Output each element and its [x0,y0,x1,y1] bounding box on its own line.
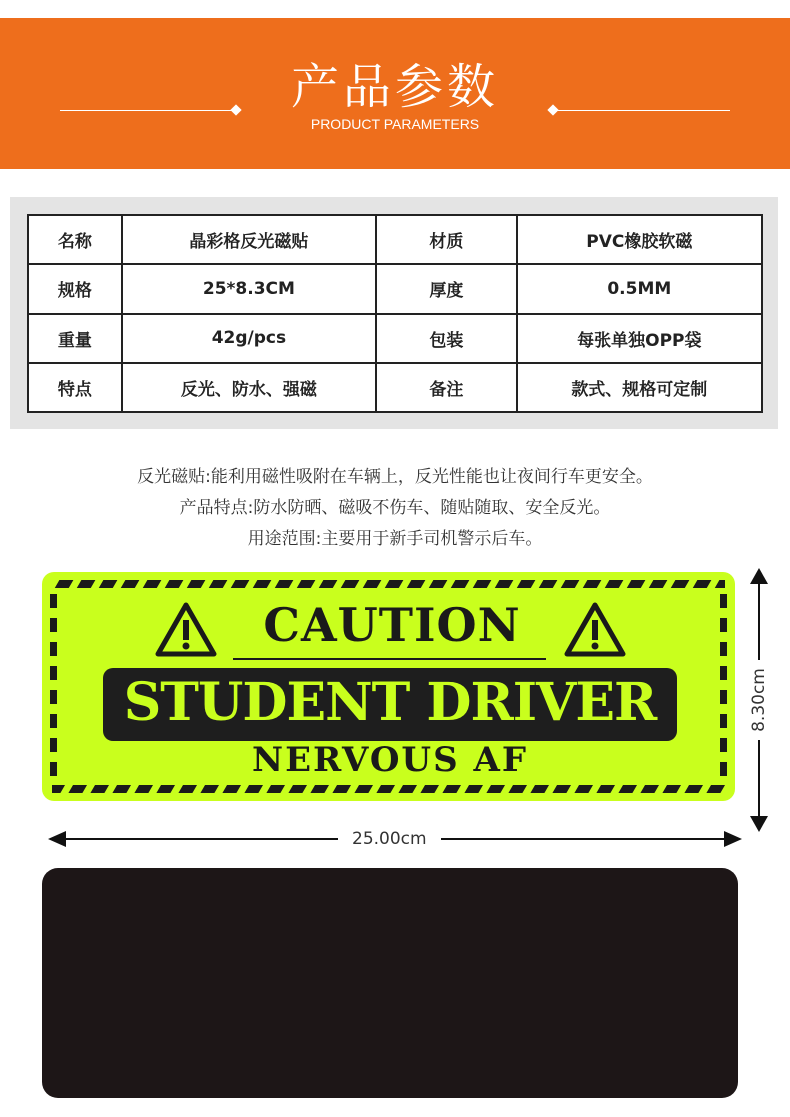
table-row [28,314,762,363]
param-label: 厚度 [376,264,517,313]
description-line: 用途范围:主要用于新手司机警示后车。 [247,529,543,549]
param-label: 重量 [28,314,122,363]
param-label: 名称 [28,215,122,264]
param-value: 0.5MM [517,264,762,313]
param-value: 每张单独OPP袋 [517,314,762,363]
caution-underline [233,658,546,660]
table-row [28,215,762,264]
param-label: 特点 [28,363,122,412]
param-value: 款式、规格可定制 [517,363,762,412]
sticker-nervous-text: NERVOUS AF [252,740,528,780]
param-value: 25*8.3CM [122,264,376,313]
page-subtitle: PRODUCT PARAMETERS [310,116,480,132]
table-row [28,264,762,313]
table-row [28,363,762,412]
header-banner [0,18,790,169]
param-label: 包装 [376,314,517,363]
param-label: 规格 [28,264,122,313]
param-value: 反光、防水、强磁 [122,363,376,412]
warning-triangle-icon [155,602,217,658]
warning-triangle-icon [564,602,626,658]
params-table [27,214,763,413]
description-line: 反光磁贴:能利用磁性吸附在车辆上，反光性能也让夜间行车更安全。 [137,467,653,487]
header-right-line [555,110,730,111]
param-label: 备注 [376,363,517,412]
sticker-student-driver-text: STUDENT DRIVER [123,672,657,733]
param-value: 42g/pcs [122,314,376,363]
description-line: 产品特点:防水防晒、磁吸不伤车、随贴随取、安全反光。 [179,498,611,518]
height-dimension-label: 8.30cm [749,660,769,740]
param-value: 晶彩格反光磁贴 [122,215,376,264]
param-label: 材质 [376,215,517,264]
param-value: PVC橡胶软磁 [517,215,762,264]
params-table-container [10,197,778,429]
sticker-caution-text: CAUTION [263,598,521,652]
width-dimension-label: 25.00cm [338,829,441,849]
page-title: 产品参数 [290,59,499,115]
sticker-back-magnet [42,868,738,1098]
